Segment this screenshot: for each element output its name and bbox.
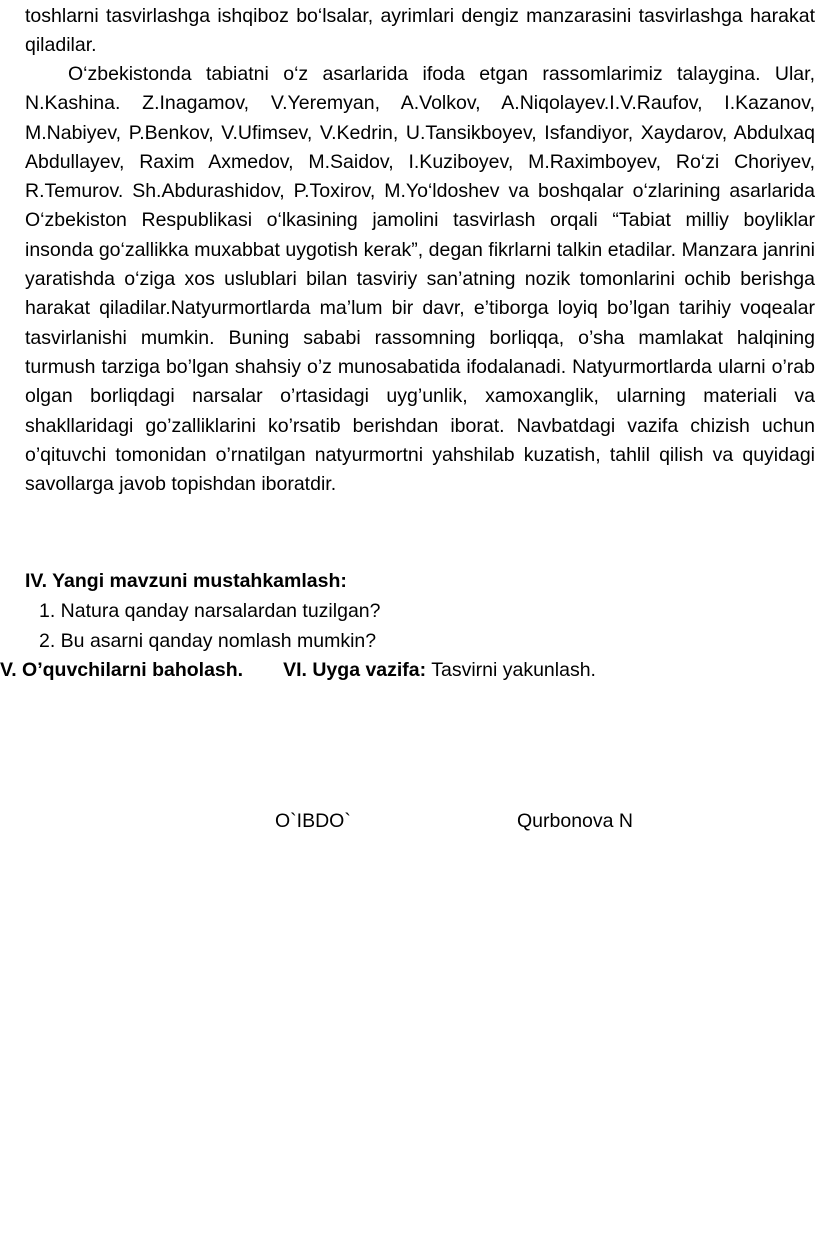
paragraph-painters: O‘zbekistonda tabiatni o‘z asarlarida ifoda etgan rassomlarimiz talaygina. Ular, N.Kashina. Z.Inagamov, V.Yeremyan, A.Volkov, A.Niqolayev.I.V.Raufov, I.Kazanov, M.Nabiyev, P.Benkov, V.Ufimsev, V.Kedrin, U.Tansikboyev, Isfandiyor, Xaydarov, Abdulxaq Abdullayev, Raxim Axmedov, M.Saidov, I.Kuziboyev, M.Raximboyev, Ro‘zi Choriyev, R.Temurov. Sh.Abdurashidov, P.Toxirov, M.Yo‘ldoshev va boshqalar o‘zlarining asarlarida O‘zbekiston Respublikasi o‘lkasining jamolini tasvirlash orqali “Tabiat milliy boyliklar insonda go‘zallikka muxabbat uygotish kerak”, degan fikrlarni talkin etadilar. Manzara janrini yaratishda o‘ziga xos uslublari bilan tasviriy san’atning nozik tomonlarini ochib berishga harakat qiladilar.Natyurmortlarda ma’lum bir davr, e’tiborga loyiq bo’lgan tarihiy voqealar tasvirlanishi mumkin. Buning sababi rassomning borliqqa, o’sha mamlakat halqining turmush tarziga bo’lgan shahsiy o’z munosabatida ifodalanadi. Natyurmortlarda ularni o’rab olgan borliqdagi narsalar o’rtasidagi uyg’unlik, xamoxanglik, ularning materiali va shakllaridagi go’zalliklarini ko’rsatib berishdan iborat. Navbatdagi vazifa chizish uchun o’qituvchi tomonidan o’rnatilgan natyurmortni yahshilab kuzatish, tahlil qilish va quyidagi savollarga javob topishdan iboratdir. [25, 63, 815, 496]
list-item: 1. Natura qanday narsalardan tuzilgan? [39, 600, 381, 622]
assessment-homework-line [0, 656, 596, 685]
section-vi-heading: VI. Uyga vazifa: [283, 659, 427, 681]
signature-name: Qurbonova N [517, 810, 633, 832]
list-item: 2. Bu asarni qanday nomlash mumkin? [39, 630, 377, 652]
section-v-heading: V. O’quvchilarni baholash. [0, 659, 244, 681]
body-text-top [25, 2, 815, 61]
question-list [39, 596, 380, 656]
section-iv-heading: IV. Yangi mavzuni mustahkamlash: [25, 570, 347, 592]
body-text-main [25, 60, 815, 499]
homework-text: Tasvirni yakunlash. [426, 659, 596, 681]
paragraph-continuation: toshlarni tasvirlashga ishqiboz bo‘lsalar, ayrimlari dengiz manzarasini tasvirlashga harakat qiladilar. [25, 5, 815, 57]
signature-role: O`IBDO` [275, 810, 351, 832]
